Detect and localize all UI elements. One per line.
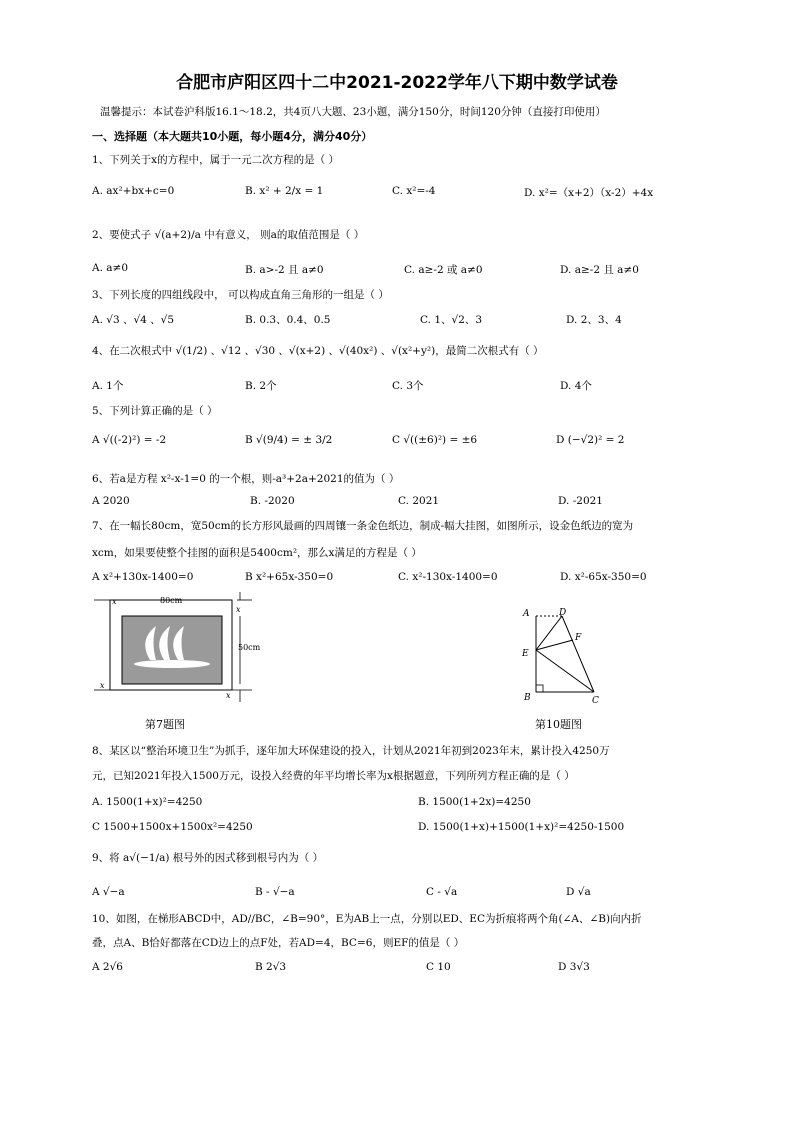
- label-x-left: x: [100, 681, 105, 690]
- page-title: 合肥市庐阳区四十二中2021-2022学年八下期中数学试卷: [176, 73, 618, 93]
- question-8-stem-2: 元，已知2021年投入1500万元，设投入经费的年平均增长率为x根据题意，下列所列方程正确的是（ ）: [92, 770, 575, 782]
- q3-option-b: B. 0.3、0.4、0.5: [245, 314, 331, 326]
- q6-option-a: A 2020: [92, 495, 130, 507]
- point-e: E: [522, 649, 529, 659]
- q2-option-a: A. a≠0: [92, 262, 128, 274]
- q7-option-b: B x²+65x-350=0: [245, 571, 334, 583]
- q10-option-d: D 3√3: [558, 961, 590, 973]
- figure-10-diagram: [518, 604, 608, 704]
- q8-option-a: A. 1500(1+x)²=4250: [92, 796, 203, 808]
- label-x-top: x: [112, 597, 117, 606]
- figure-7-diagram: [92, 590, 262, 705]
- question-4-stem: 4、在二次根式中 √(1/2) 、√12 、√30 、√(x+2) 、√(40x²) 、√(x²+y²)，最简二次根式有（ ）: [92, 345, 544, 357]
- q6-option-b: B. -2020: [250, 495, 295, 507]
- question-7-stem: 7、在一幅长80cm，宽50cm的长方形风最画的四周镶一条金色纸边，制成-幅大挂图，如图所示，设金色纸边的宽为: [92, 520, 634, 532]
- q9-option-c: C - √a: [426, 886, 458, 898]
- q6-option-c: C. 2021: [398, 495, 440, 507]
- question-10-stem: 10、如图，在梯形ABCD中，AD//BC，∠B=90°，E为AB上一点，分别以ED、EC为折痕将两个角(∠A、∠B)向内折: [92, 913, 642, 925]
- q2-option-d: D. a≥-2 且 a≠0: [560, 264, 639, 276]
- q10-option-c: C 10: [426, 961, 451, 973]
- label-50cm: 50cm: [238, 643, 261, 652]
- q8-option-b: B. 1500(1+2x)=4250: [418, 796, 531, 808]
- q10-option-a: A 2√6: [92, 961, 123, 973]
- q3-option-d: D. 2、3、4: [566, 314, 622, 326]
- question-7-stem-2: xcm，如果要使整个挂图的面积是5400cm²，那么x满足的方程是（ ）: [92, 547, 422, 559]
- q7-option-d: D. x²-65x-350=0: [560, 571, 647, 583]
- question-3-stem: 3、下列长度的四组线段中， 可以构成直角三角形的一组是（ ）: [92, 289, 389, 301]
- q2-option-b: B. a>-2 且 a≠0: [245, 264, 324, 276]
- boat-hull: [134, 660, 210, 668]
- q7-option-c: C. x²-130x-1400=0: [398, 571, 498, 583]
- q1-option-b: B. x² + 2/x = 1: [245, 185, 324, 197]
- question-5-stem: 5、下列计算正确的是（ ）: [92, 405, 218, 417]
- q4-option-d: D. 4个: [560, 380, 592, 392]
- q2-option-c: C. a≥-2 或 a≠0: [404, 264, 483, 276]
- q1-option-a: A. ax²+bx+c=0: [92, 185, 175, 197]
- q5-option-a: A √((-2)²) = -2: [92, 434, 167, 446]
- q9-option-d: D √a: [566, 886, 591, 898]
- q3-option-a: A. √3 、√4 、√5: [92, 314, 175, 326]
- q5-option-b: B √(9/4) = ± 3/2: [245, 434, 333, 446]
- q4-option-c: C. 3个: [392, 380, 424, 392]
- q9-option-a: A √−a: [92, 886, 125, 898]
- question-9-stem: 9、将 a√(−1/a) 根号外的因式移到根号内为（ ）: [92, 852, 324, 864]
- q10-option-b: B 2√3: [255, 961, 287, 973]
- point-f: F: [575, 633, 582, 643]
- label-x-right: x: [236, 605, 241, 614]
- point-d: D: [559, 608, 567, 618]
- q8-option-d: D. 1500(1+x)+1500(1+x)²=4250-1500: [418, 821, 625, 833]
- q5-option-d: D (−√2)² = 2: [556, 434, 625, 446]
- point-a: A: [523, 609, 530, 619]
- question-8-stem: 8、某区以“整治环境卫生”为抓手，逐年加大环保建设的投入，计划从2021年初到2023年末，累计投入4250万: [92, 745, 610, 757]
- label-80cm: 80cm: [160, 596, 183, 605]
- q1-option-c: C. x²=-4: [392, 185, 436, 197]
- q3-option-c: C. 1、√2、3: [420, 314, 483, 326]
- q7-option-a: A x²+130x-1400=0: [92, 571, 194, 583]
- point-b: B: [524, 693, 531, 703]
- section-heading: 一、选择题（本大题共10小题，每小题4分，满分40分）: [92, 130, 373, 143]
- q5-option-c: C √((±6)²) = ±6: [392, 434, 478, 446]
- q9-option-b: B - √−a: [255, 886, 295, 898]
- question-6-stem: 6、若a是方程 x²-x-1=0 的一个根，则-a³+2a+2021的值为（ ）: [92, 473, 400, 485]
- figure-10-caption: 第10题图: [535, 718, 582, 731]
- notice: 温馨提示：本试卷沪科版16.1～18.2，共4页八大题、23小题，满分150分，时间120分钟（直接打印使用）: [100, 106, 606, 118]
- question-10-stem-2: 叠，点A、B恰好都落在CD边上的点F处，若AD=4，BC=6，则EF的值是（ ）: [92, 937, 465, 949]
- q4-option-a: A. 1个: [92, 380, 124, 392]
- point-c: C: [592, 696, 599, 704]
- q4-option-b: B. 2个: [245, 380, 277, 392]
- question-1-stem: 1、下列关于x的方程中，属于一元二次方程的是（ ）: [92, 154, 339, 166]
- q1-option-d: D. x²=（x+2）（x-2）+4x: [524, 187, 654, 199]
- inner-painting: [122, 616, 222, 684]
- q8-option-c: C 1500+1500x+1500x²=4250: [92, 821, 253, 833]
- figure-7-caption: 第7题图: [145, 718, 185, 731]
- label-x-bottom: x: [226, 691, 231, 700]
- q6-option-d: D. -2021: [558, 495, 603, 507]
- question-2-stem: 2、要使式子 √(a+2)/a 中有意义， 则a的取值范围是（ ）: [92, 229, 365, 241]
